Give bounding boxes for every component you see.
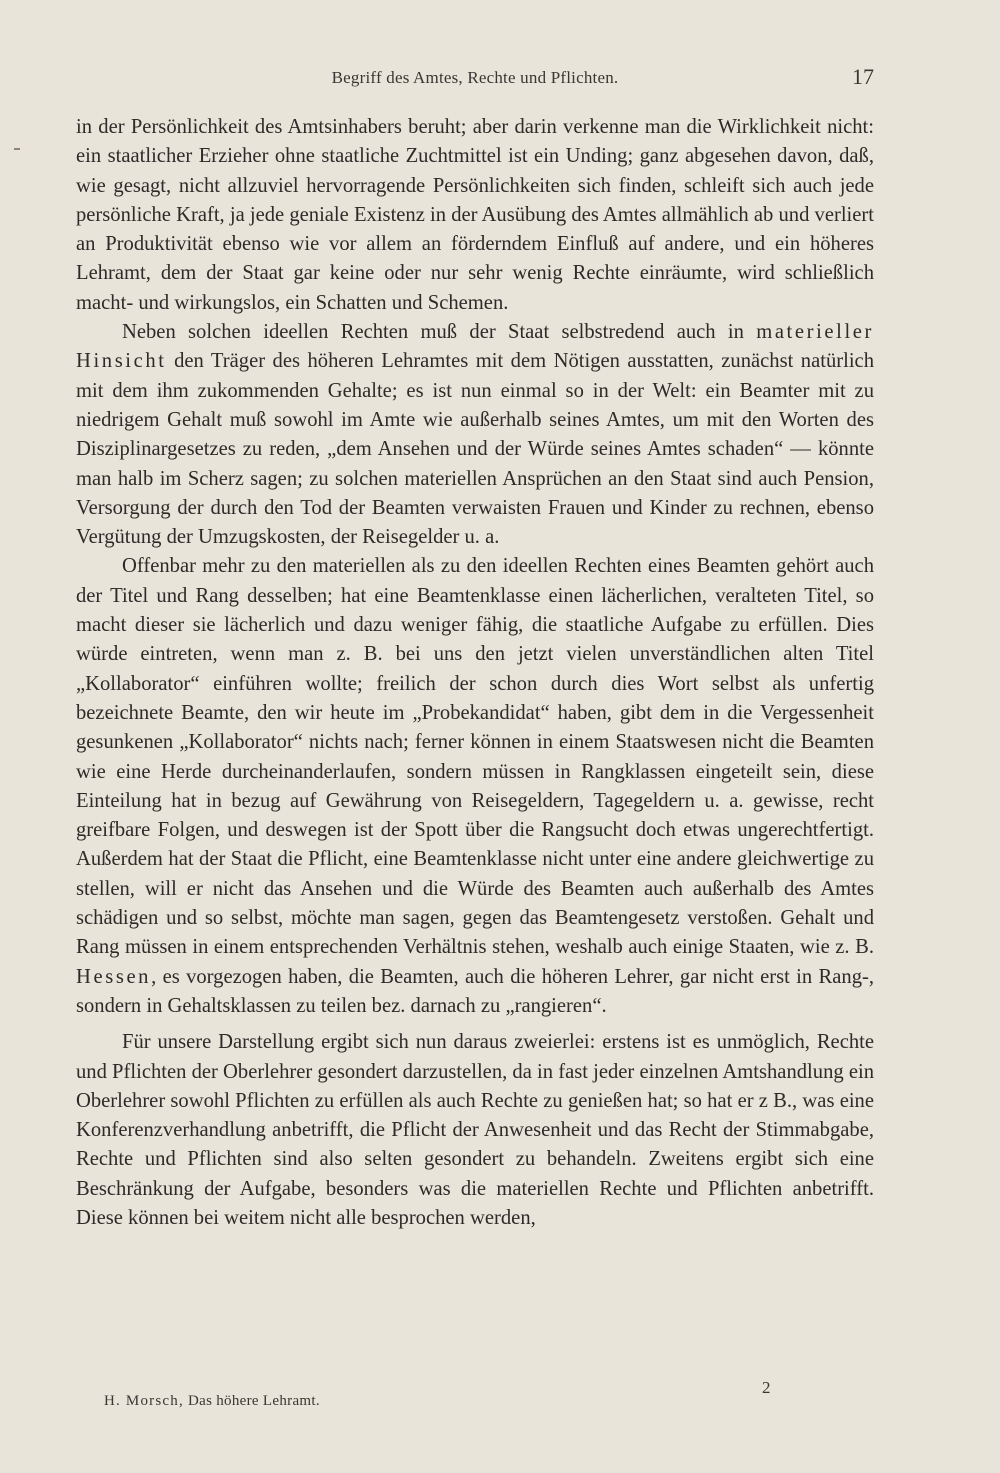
footer-imprint [104,1393,320,1410]
paragraph [76,552,874,1021]
running-title: Begriff des Amtes, Rechte und Pflichten. [331,68,619,87]
footer-author: H. Morsch, [104,1393,184,1409]
paragraph-text: , es vorgezogen haben, die Beamten, auch die höheren Lehrer, gar nicht erst in Rang-, sondern in Gehaltsklassen zu teilen bez. darnach zu „rangieren“. [76,965,874,1017]
paragraph [76,113,874,318]
paragraph-text: Neben solchen ideellen Rechten muß der Staat selbstredend auch in [122,321,757,344]
signature-mark: 2 [762,1378,771,1397]
paragraph-text: den Träger des höheren Lehramtes mit dem Nötigen ausstatten, zunächst natürlich mit dem ihm zukommenden Gehalte; es ist nun einmal so in der Welt: ein Beamter mit zu niedrigem Gehalt muß sowohl im Amte wie außerhalb seines Amtes, um mit den Worten des Disziplinargesetzes zu reden, „dem Ansehen und der Würde seines Amtes schaden“ — könnte man halb im Scherz sagen; zu solchen materiellen Ansprüchen an den Staat sind auch Pension, Versorgung der durch den Tod der Beamten verwaisten Frauen und Kinder zu rechnen, ebenso Vergütung der Umzugskosten, der Reisegelder u. a. [76,350,874,549]
emphasized-text: materieller Hinsicht [76,321,874,373]
paragraph [76,318,874,552]
paragraph-text: Offenbar mehr zu den materiellen als zu den ideellen Rechten eines Beamten gehört auch der Titel und Rang desselben; hat eine Beamtenklasse einen lächerlichen, veralteten Titel, so macht dieser sie lächerlich und dazu weniger fähig, die staatliche Aufgabe zu erfüllen. Dies würde eintreten, wenn man z. B. bei uns den jetzt vielen unverständlichen alten Titel „Kollaborator“ einführen wollte; freilich der schon durch dies Wort selbst als unfertig bezeichnete Beamte, den wir heute im „Probekandidat“ haben, gibt dem in die Vergessenheit gesunkenen „Kollaborator“ nichts nach; ferner können in einem Staatswesen nicht die Beamten wie eine Herde durcheinanderlaufen, sondern müssen in Rangklassen eingeteilt sein, diese Einteilung hat in bezug auf Gewährung von Reisegeldern, Tagegeldern u. a. gewisse, recht greifbare Folgen, und deswegen ist der Spott über die Rangsucht doch etwas ungerechtfertigt. Außerdem hat der Staat die Pflicht, eine Beamtenklasse nicht unter eine andere gleichwertige zu stellen, will er nicht das Ansehen und die Würde des Beamten auch außerhalb des Amtes schädigen und so selbst, möchte man sagen, gegen das Beamtengesetz verstoßen. Gehalt und Rang müssen in einem entsprechenden Verhältnis stehen, weshalb auch einige Staaten, wie z. B. [76,555,874,959]
page-number: 17 [852,64,874,89]
emphasized-text: Hessen [76,965,152,988]
paragraph-text: in der Persönlichkeit des Amtsinhabers beruht; aber darin verkenne man die Wirklichkeit nicht: ein staatlicher Erzieher ohne staatliche Zuchtmittel ist ein Unding; ganz abgesehen davon, daß, wie gesagt, nicht allzuviel hervorragende Persönlichkeiten sich finden, schleift sich auch jede persönliche Kraft, ja jede geniale Existenz in der Ausübung des Amtes allmählich ab und verliert an Produktivität ebenso wie vor allem an förderndem Einfluß auf andere, und ein höheres Lehramt, dem der Staat gar keine oder nur sehr wenig Rechte einräumte, wird schließlich macht- und wirkungslos, ein Schatten und Schemen. [76,116,874,314]
body-text [76,113,874,1233]
paragraph-text: Für unsere Darstellung ergibt sich nun daraus zweierlei: erstens ist es unmöglich, Rechte und Pflichten der Oberlehrer gesondert darzustellen, da in fast jeder einzelnen Amtshandlung ein Oberlehrer sowohl Pflichten zu erfüllen als auch Rechte zu genießen hat; so hat er z B., was eine Konferenzverhandlung anbetrifft, die Pflicht der Anwesenheit und das Recht der Stimmabgabe, Rechte und Pflichten sind also selten gesondert zu behandeln. Zweitens ergibt sich eine Beschränkung der Aufgabe, besonders was die materiellen Rechte und Pflichten anbetrifft. Diese können bei weitem nicht alle besprochen werden, [76,1031,874,1229]
page-footer [76,1378,874,1418]
running-head [76,62,874,92]
paragraph [76,1028,874,1233]
margin-mark [14,148,20,150]
footer-book-title: Das höhere Lehramt. [187,1393,320,1409]
